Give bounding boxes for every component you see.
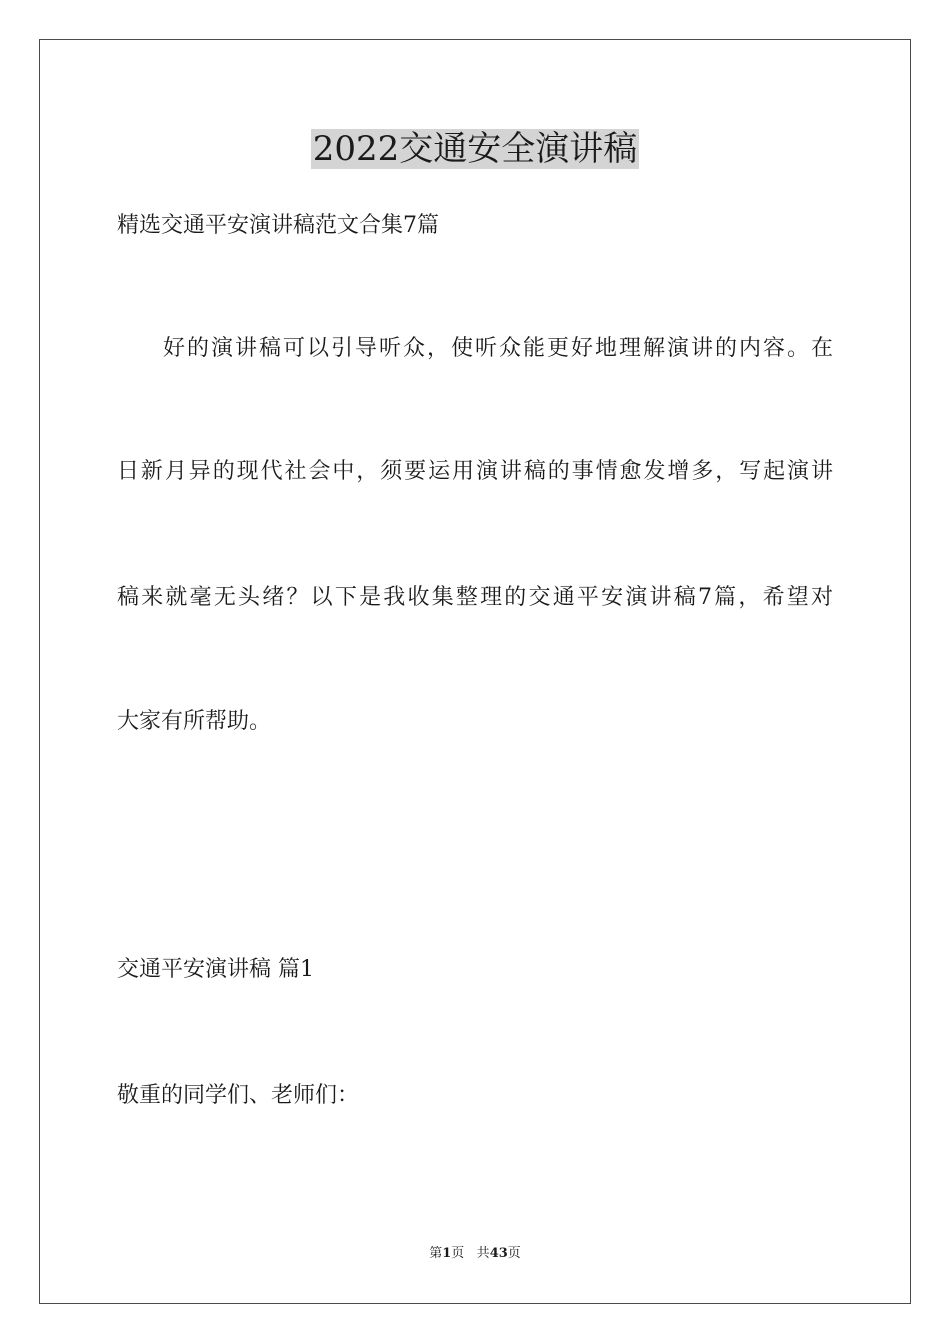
document-title xyxy=(0,124,950,174)
footer-page-prefix: 第 xyxy=(429,1246,443,1261)
footer-total-pages: 43 xyxy=(489,1246,508,1261)
intro-line-2: 日新月异的现代社会中，须要运用演讲稿的事情愈发增多，写起演讲 xyxy=(117,459,833,484)
salutation: 敬重的同学们、老师们： xyxy=(117,1083,360,1108)
section-heading: 交通平安演讲稿 篇1 xyxy=(117,957,314,982)
footer-total-prefix: 共 xyxy=(476,1246,490,1261)
intro-line-4: 大家有所帮助。 xyxy=(117,709,272,734)
document-subtitle: 精选交通平安演讲稿范文合集7篇 xyxy=(117,213,439,238)
intro-line-3: 稿来就毫无头绪？以下是我收集整理的交通平安演讲稿7篇，希望对 xyxy=(117,585,833,610)
footer-total-suffix: 页 xyxy=(507,1246,521,1261)
intro-line-1: 好的演讲稿可以引导听众，使听众能更好地理解演讲的内容。在 xyxy=(163,336,833,361)
footer-page-number: 1 xyxy=(442,1246,452,1261)
page-footer xyxy=(0,1244,950,1264)
footer-page-suffix: 页 xyxy=(451,1246,465,1261)
document-title-text: 2022交通安全演讲稿 xyxy=(312,129,638,169)
